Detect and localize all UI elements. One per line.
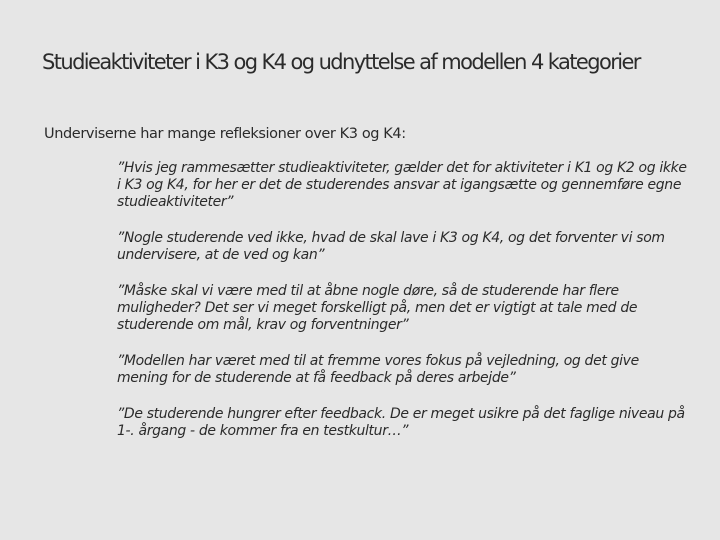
quote-4: ”Modellen har været med til at fremme vores fokus på vejledning, og det give mening for de studerende at få feedback på deres arbejde”	[117, 353, 639, 386]
quote-2: ”Nogle studerende ved ikke, hvad de skal lave i K3 og K4, og det forventer vi som undervisere, at de ved og kan”	[117, 230, 665, 263]
quote-1: ”Hvis jeg rammesætter studieaktiviteter, gælder det for aktiviteter i K1 og K2 og ikke i K3 og K4, for her er det de studerendes ansvar at igangsætte og gennemføre egne studieaktiviteter”	[117, 160, 687, 210]
quote-5: ”De studerende hungrer efter feedback. De er meget usikre på det faglige niveau på 1-. årgang - de kommer fra en testkultur…”	[117, 406, 685, 439]
quote-3: ”Måske skal vi være med til at åbne nogle døre, så de studerende har flere muligheder? Det ser vi meget forskelligt på, men det er vigtigt at tale med de studerende om mål, krav og forventninger”	[117, 283, 638, 333]
intro-text: Underviserne har mange refleksioner over K3 og K4:	[44, 126, 406, 142]
quote-list	[117, 160, 687, 459]
slide-title: Studieaktiviteter i K3 og K4 og udnyttelse af modellen 4 kategorier	[42, 50, 640, 74]
